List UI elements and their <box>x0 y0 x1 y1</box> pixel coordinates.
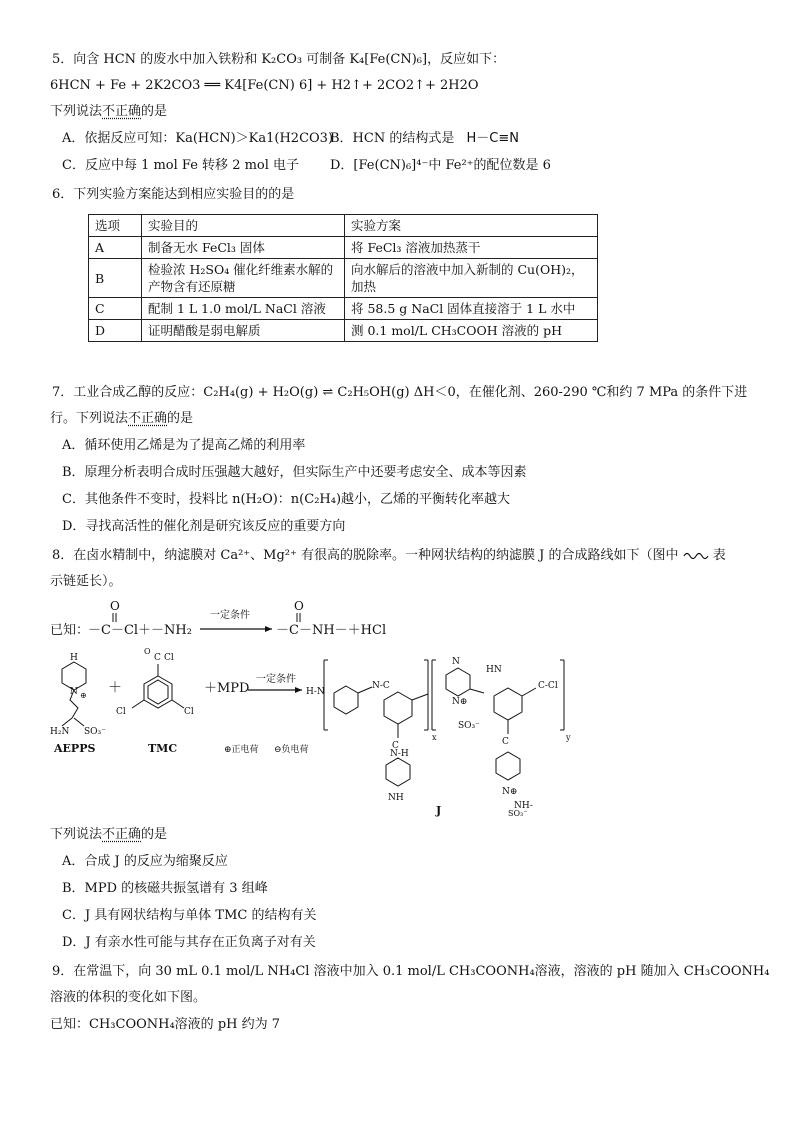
q7-stem-line1: 7．工业合成乙醇的反应：C₂H₄(g) + H₂O(g) ⇌ C₂H₅OH(g) ΔH＜0，在催化剂、260-290 ℃和约 7 MPa 的条件下进 <box>52 385 748 400</box>
label-aepps: AEPPS <box>54 742 96 755</box>
atom-label: N <box>70 687 78 697</box>
q5-option-a: A．依据反应可知：Ka(HCN)＞Ka1(H2CO3) <box>62 131 334 146</box>
q6-stem: 6．下列实验方案能达到相应实验目的的是 <box>52 187 295 202</box>
q7-option-a: A．循环使用乙烯是为了提高乙烯的利用率 <box>62 438 306 453</box>
table-cell: 将 FeCl₃ 溶液加热蒸干 <box>345 237 598 259</box>
table-cell: 测 0.1 mol/L CH₃COOH 溶液的 pH <box>345 320 598 342</box>
atom-label: N-H <box>390 749 409 759</box>
atom-label: N <box>452 657 460 667</box>
table-header-cell: 选项 <box>89 215 142 237</box>
synthesis-route-diagram <box>48 648 578 818</box>
table-header-cell: 实验方案 <box>345 215 598 237</box>
atom-label: NH <box>388 793 404 803</box>
subscript-x: x <box>432 733 437 742</box>
atom-label: C <box>392 741 399 751</box>
q5-equation: 6HCN + Fe + 2K2CO3 ══ K4[Fe(CN) 6] + H2↑+ 2CO2↑+ 2H2O <box>50 78 479 93</box>
table-cell: 制备无水 FeCl₃ 固体 <box>142 237 345 259</box>
mpd-label: ＋MPD <box>204 681 250 696</box>
polymer-j-structure <box>324 660 564 786</box>
table-row <box>89 320 598 342</box>
q8-stem-line2: 示链延长）。 <box>50 574 122 589</box>
q8-option-a: A．合成 J 的反应为缩聚反应 <box>62 854 228 869</box>
table-cell: B <box>89 259 142 298</box>
emphasis-mark: 不正确 <box>102 827 142 842</box>
tmc-structure <box>132 664 184 708</box>
atom-label: C <box>154 653 161 663</box>
q8-stem-line1: 8．在卤水精制中，纳滤膜对 Ca²⁺、Mg²⁺ 有很高的脱除率。一种网状结构的纳滤膜 J 的合成路线如下（图中 表 <box>52 548 726 563</box>
table-row <box>89 298 598 320</box>
known-lhs: －C－Cl＋－NH₂ <box>88 623 192 638</box>
known-reaction-diagram <box>50 598 410 642</box>
atom-label: C <box>502 737 509 747</box>
q8-option-c: C．J 具有网状结构与单体 TMC 的结构有关 <box>62 908 317 923</box>
table-cell: D <box>89 320 142 342</box>
known-condition: 一定条件 <box>210 610 250 621</box>
q7-option-d: D．寻找高活性的催化剂是研究该反应的重要方向 <box>62 519 346 534</box>
q7-option-c: C．其他条件不变时，投料比 n(H₂O)：n(C₂H₄)越小，乙烯的平衡转化率越大 <box>62 492 511 507</box>
table-cell: A <box>89 237 142 259</box>
legend-positive-charge: ⊕正电荷 <box>224 745 259 755</box>
table-cell: 向水解后的溶液中加入新制的 Cu(OH)₂，加热 <box>345 259 598 298</box>
atom-label: Cl <box>164 653 174 663</box>
q5-option-b: B．HCN 的结构式是 H－C≡N <box>330 131 519 146</box>
known-rhs: －C－NH－＋HCl <box>276 623 387 638</box>
q8-ask: 下列说法不正确的是 <box>50 827 168 842</box>
q7-stem-line2: 行。下列说法不正确的是 <box>50 411 194 426</box>
q8-option-b: B．MPD 的核磁共振氢谱有 3 组峰 <box>62 881 268 896</box>
table-cell: 将 58.5 g NaCl 固体直接溶于 1 L 水中 <box>345 298 598 320</box>
q6-table <box>88 214 598 342</box>
atom-label: N⊕ <box>452 697 468 707</box>
atom-label: SO₃⁻ <box>458 721 480 731</box>
q9-stem-line2: 溶液的体积的变化如下图。 <box>50 990 207 1005</box>
carbonyl-o-atom: O <box>294 599 304 613</box>
q7-option-b: B．原理分析表明合成时压强越大越好，但实际生产中还要考虑安全、成本等因素 <box>62 465 527 480</box>
label-tmc: TMC <box>148 742 178 755</box>
q5-ask: 下列说法不正确的是 <box>50 104 168 119</box>
hcn-structure: H－C≡N <box>466 131 519 146</box>
q5-stem: 5．向含 HCN 的废水中加入铁粉和 K₂CO₃ 可制备 K₄[Fe(CN)₆]，反应如下： <box>52 52 506 67</box>
legend-negative-charge: ⊖负电荷 <box>274 745 309 755</box>
q5-option-d: D．[Fe(CN)₆]⁴⁻中 Fe²⁺的配位数是 6 <box>330 158 551 173</box>
table-cell: 检验浓 H₂SO₄ 催化纤维素水解的产物含有还原糖 <box>142 259 345 298</box>
atom-label: SO₃⁻ <box>508 809 528 818</box>
arrow-head-icon <box>295 687 302 693</box>
atom-label: Cl <box>116 707 126 717</box>
carbonyl-o-atom: O <box>110 599 120 613</box>
table-cell: C <box>89 298 142 320</box>
subscript-y: y <box>566 733 571 742</box>
atom-label: O <box>144 648 151 656</box>
atom-label: H <box>70 653 78 663</box>
table-row <box>89 259 598 298</box>
label-j: J <box>436 804 442 817</box>
table-header-row <box>89 215 598 237</box>
q9-known: 已知：CH₃COONH₄溶液的 pH 约为 7 <box>50 1017 281 1032</box>
atom-label: N-C <box>372 681 390 691</box>
table-cell: 证明醋酸是弱电解质 <box>142 320 345 342</box>
q5-option-c: C．反应中每 1 mol Fe 转移 2 mol 电子 <box>62 158 300 173</box>
atom-label: C-Cl <box>538 681 558 691</box>
route-condition: 一定条件 <box>256 674 296 685</box>
emphasis-mark: 不正确 <box>128 411 168 426</box>
atom-label: H₂N <box>50 727 70 737</box>
q8-option-d: D．J 有亲水性可能与其存在正负离子对有关 <box>62 935 316 950</box>
plus-sign: ＋ <box>108 680 122 696</box>
table-header-cell: 实验目的 <box>142 215 345 237</box>
table-cell: 配制 1 L 1.0 mol/L NaCl 溶液 <box>142 298 345 320</box>
atom-label: H-N <box>306 687 325 697</box>
emphasis-mark: 不正确 <box>102 104 142 119</box>
atom-label: Cl <box>184 707 194 717</box>
atom-label: HN <box>486 665 502 675</box>
table-row <box>89 237 598 259</box>
wavy-chain-icon <box>683 551 709 561</box>
atom-label: SO₃⁻ <box>84 727 106 737</box>
atom-label: N⊕ <box>502 787 518 797</box>
q9-stem-line1: 9．在常温下，向 30 mL 0.1 mol/L NH₄Cl 溶液中加入 0.1 mol/L CH₃COONH₄溶液，溶液的 pH 随加入 CH₃COONH₄ <box>52 964 770 979</box>
atom-label: NH- <box>514 801 533 811</box>
positive-charge-icon: ⊕ <box>80 691 87 700</box>
known-label: 已知： <box>50 623 90 638</box>
arrow-head-icon <box>265 626 272 632</box>
